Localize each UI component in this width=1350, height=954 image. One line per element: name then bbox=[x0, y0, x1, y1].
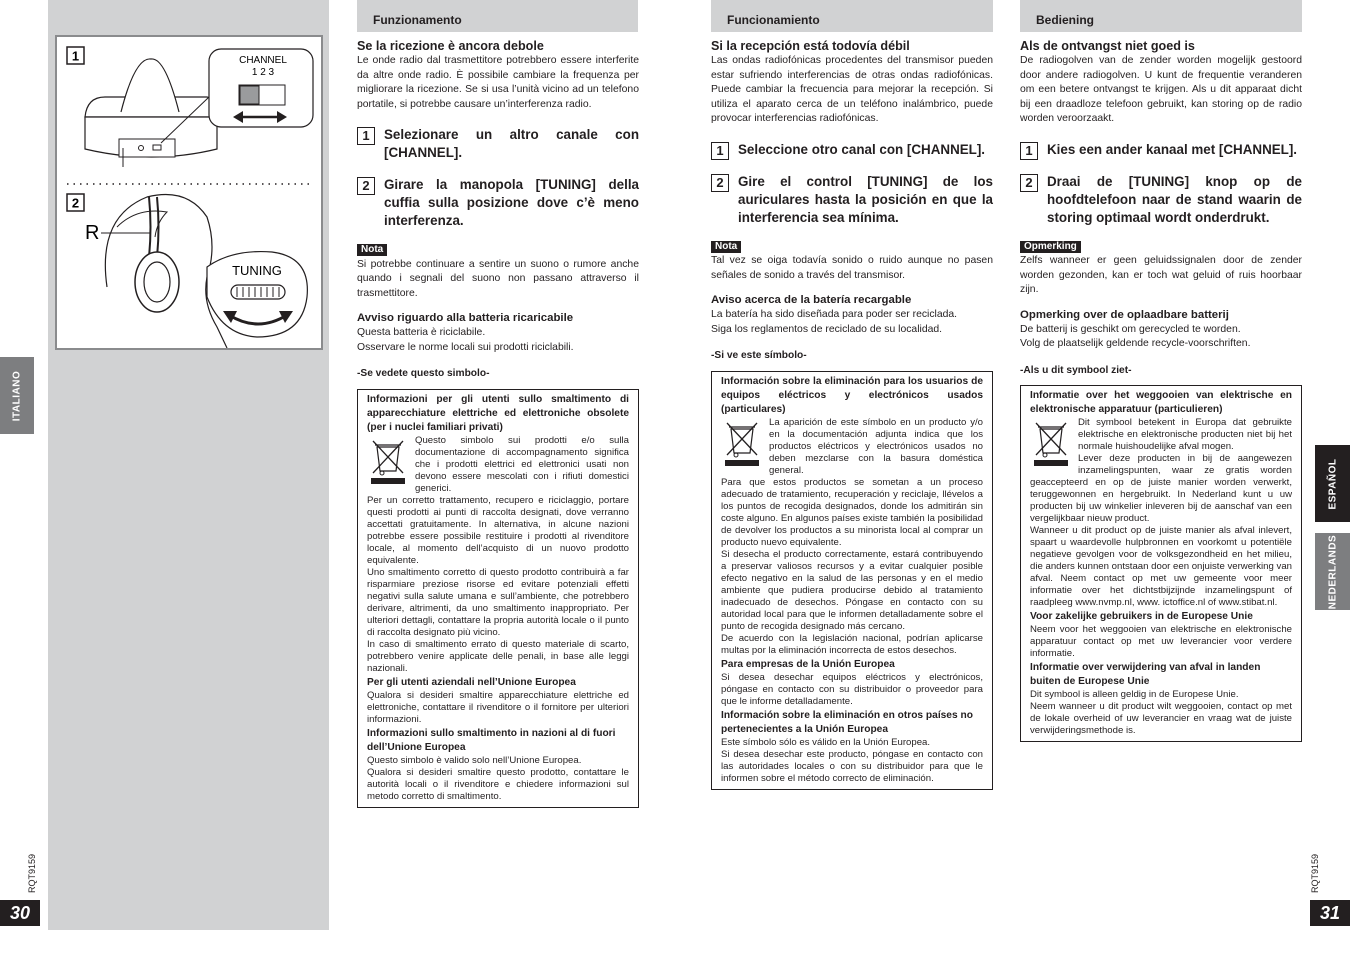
step-number: 2 bbox=[1020, 174, 1038, 192]
box-p6-spanish: Este símbolo sólo es válido en la Unión Europea. bbox=[721, 736, 931, 748]
side-tab-italiano bbox=[0, 357, 34, 434]
r-label: R bbox=[85, 222, 100, 244]
box-sub2-italian: Informazioni sullo smaltimento in nazioni al di fuori dell’Unione Europea bbox=[367, 727, 616, 753]
header-dutch: Bediening bbox=[1020, 0, 1302, 32]
doc-code-right: RQT9159 bbox=[1310, 853, 1320, 893]
transmitter-stand bbox=[121, 59, 179, 112]
intro-italian: Le onde radio dal trasmettitore potrebbero essere interferite da altre onde radio. È possibile cambiare la frequenza per migliorare la ricezione. Se si usa l’unità vicino ad un telefono portatile, si potrebbe causare un’interferenza radio. bbox=[357, 55, 639, 110]
note-text-italian: Si potrebbe continuare a sentire un suono o rumore anche quando i segnali del suono non passano attraverso il trasmettitore. bbox=[357, 258, 639, 299]
battery-heading-dutch: Opmerking over de oplaadbare batterij bbox=[1020, 308, 1229, 321]
column-dutch bbox=[1020, 38, 1302, 742]
box-p4-spanish: De acuerdo con la legislación nacional, podrían aplicarse multas por la eliminación incorrecta de estos desechos. bbox=[721, 632, 983, 656]
doc-code-left: RQT9159 bbox=[27, 853, 37, 893]
step2-italian-text: Girare la manopola [TUNING] della cuffia sulla posizione dove c’è meno interferenza. bbox=[384, 177, 639, 228]
step2-spanish bbox=[711, 173, 993, 227]
side-tab-espanol-label: ESPAÑOL bbox=[1327, 457, 1338, 510]
step1-spanish bbox=[711, 141, 993, 159]
battery-heading-spanish: Aviso acerca de la batería recargable bbox=[711, 294, 912, 306]
side-tab-nederlands bbox=[1315, 533, 1350, 610]
note-text-spanish: Tal vez se oiga todavía sonido o ruido aunque no pasen señales de sonido a través del transmisor. bbox=[711, 255, 993, 281]
channel-slider-knob bbox=[240, 86, 259, 104]
page-number-right: 31 bbox=[1310, 900, 1350, 926]
heading-italian: Se la ricezione è ancora debole bbox=[357, 39, 544, 53]
box-p3-spanish: Si desecha el producto correctamente, estará contribuyendo a preservar valiosos recursos y a evitar cualquier posible efecto negativo en la salud de las personas y en el medio ambiente que pudiera producirse debido al tratamiento inadecuado de desechos. Póngase en contacto con su autoridad local para que le informen detalladamente sobre el punto de recogida designado más cercano. bbox=[721, 548, 983, 632]
symbol-title-dutch: -Als u dit symbool ziet- bbox=[1020, 364, 1132, 376]
step2-spanish-text: Gire el control [TUNING] de los auriculares hasta la posición en que la interferencia sea mínima. bbox=[738, 173, 993, 225]
note-label-dutch: Opmerking bbox=[1020, 241, 1081, 253]
note-text-dutch: Zelfs wanneer er geen geluidssignalen door de zender worden gezonden, kan er toch wat geluid of ruis hoorbaar zijn. bbox=[1020, 255, 1302, 295]
note-label-spanish: Nota bbox=[711, 241, 741, 253]
box-p5-dutch: Neem voor het weggooien van elektrische en elektronische apparatuur contact op met uw leverancier voor verdere informatie. bbox=[1030, 624, 1292, 659]
step2-italian bbox=[357, 176, 639, 230]
box-sub2-dutch: Informatie over verwijdering van afval in landen buiten de Europese Unie bbox=[1030, 662, 1261, 687]
battery-text1-italian: Questa batteria è riciclabile. bbox=[357, 327, 486, 338]
box-title-spanish: Información sobre la eliminación para los usuarios de equipos eléctricos y electrónicos usados (particulares) bbox=[721, 375, 983, 415]
intro-dutch: De radiogolven van de zender worden mogelijk gestoord door andere radiogolven. U kunt de frequentie veranderen om een betere ontvangst te krijgen. Als u dit apparaat dicht bij een draadloze telefoon gebruikt, kan storing op de radio worden veroorzaakt. bbox=[1020, 55, 1302, 124]
crossed-out-wheelie-bin-icon bbox=[1030, 419, 1072, 467]
earcup bbox=[135, 252, 179, 312]
step-number: 2 bbox=[711, 174, 729, 192]
battery-text2-dutch: Volg de plaatselijk geldende recycle-voorschriften. bbox=[1020, 338, 1251, 349]
box-p7-italian: Qualora si desideri smaltire questo prodotto, contattare le autorità locali o il rivenditore e chiedere informazioni sul metodo corretto di smaltimento. bbox=[367, 766, 629, 802]
box-p4-italian: In caso di smaltimento errato di questo materiale di scarto, potrebbero venire applicate delle penali, in base alle leggi nazionali. bbox=[367, 638, 629, 674]
box-title-italian: Informazioni per gli utenti sullo smaltimento di apparecchiature elettriche ed elettroniche obsolete (per i nuclei familiari privati) bbox=[367, 393, 629, 433]
note-label-italian: Nota bbox=[357, 244, 387, 256]
crossed-out-wheelie-bin-icon bbox=[721, 419, 763, 467]
step2-dutch-text: Draai de [TUNING] knop op de hoofdtelefoon naar de stand waarin de storing optimaal wordt onderdrukt. bbox=[1047, 173, 1302, 225]
battery-text1-spanish: La batería ha sido diseñada para poder ser reciclada. bbox=[711, 309, 958, 320]
step-number: 1 bbox=[711, 142, 729, 160]
box-p1-spanish: La aparición de este símbolo en un producto y/o en la documentación adjunta indica que los productos eléctricos y electrónicos usados no deben mezclarse con la basura doméstica general. bbox=[769, 416, 983, 476]
box-p1-dutch: Dit symbool betekent in Europa dat gebruikte elektrische en elektronische producten niet bij het normale huishoudelijke afval mogen. bbox=[1078, 417, 1292, 452]
battery-text2-italian: Osservare le norme locali sui prodotti riciclabili. bbox=[357, 341, 574, 353]
step-number: 1 bbox=[357, 127, 375, 145]
box-p2-dutch: Lever deze producten in bij de aangewezen inzamelingspunten, waar ze gratis worden geaccepteerd en op de juiste manier worden verwerkt, teruggewonnen en hergebruikt. In Nederland kunt u uw producten bij uw winkelier inleveren bij de aanschaf van een vergelijkbaar nieuw product. bbox=[1030, 453, 1292, 524]
box-p7-dutch: Neem wanneer u dit product wilt weggooien, contact op met de lokale overheid of uw leverancier en vraag wat de juiste verwijderingsmethode is. bbox=[1030, 701, 1292, 736]
transmitter-headphones-figure bbox=[57, 37, 321, 348]
step2-dutch bbox=[1020, 173, 1302, 227]
battery-text1-dutch: De batterij is geschikt om gerecycled te worden. bbox=[1020, 323, 1241, 335]
box-p2-spanish: Para que estos productos se sometan a un proceso adecuado de tratamiento, recuperación y reciclaje, llévelos a los puntos de recogida designados, donde los admitirán sin coste alguno. En algunos países existe también la posibilidad de devolver los productos a su minorista local al comprar un producto nuevo equivalente. bbox=[721, 476, 983, 548]
disposal-box-spanish bbox=[711, 371, 993, 790]
header-spanish: Funcionamiento bbox=[711, 0, 993, 32]
disposal-box-dutch bbox=[1020, 385, 1302, 742]
tuning-wheel bbox=[231, 285, 285, 299]
transmitter-panel bbox=[119, 139, 175, 157]
illustration-panel bbox=[55, 35, 323, 350]
box-title-dutch: Informatie over het weggooien van elektrische en elektronische apparatuur (particulieren) bbox=[1030, 390, 1292, 415]
symbol-title-italian: -Se vedete questo simbolo- bbox=[357, 368, 490, 379]
box-sub2-spanish: Información sobre la eliminación en otros países no pertenecientes a la Unión Europea bbox=[721, 709, 973, 735]
column-spanish bbox=[711, 38, 993, 790]
column-italian bbox=[357, 38, 639, 808]
box-sub1-spanish: Para empresas de la Unión Europea bbox=[721, 658, 895, 670]
battery-heading-italian: Avviso riguardo alla batteria ricaricabile bbox=[357, 312, 574, 324]
step1-spanish-text: Seleccione otro canal con [CHANNEL]. bbox=[738, 141, 986, 157]
box-p6-italian: Questo simbolo è valido solo nell’Unione Europea. bbox=[367, 754, 582, 766]
tuning-label: TUNING bbox=[232, 263, 282, 278]
step1-dutch bbox=[1020, 141, 1302, 159]
side-tab-espanol bbox=[1315, 445, 1350, 522]
symbol-title-spanish: -Si ve este símbolo- bbox=[711, 350, 807, 361]
heading-spanish: Si la recepción está todovía débil bbox=[711, 39, 910, 53]
step-number: 2 bbox=[357, 177, 375, 195]
box-p6-dutch: Dit symbool is alleen geldig in de Europese Unie. bbox=[1030, 689, 1239, 700]
box-p1-italian: Questo simbolo sui prodotti e/o sulla documentazione di accompagnamento significa che i prodotti elettrici ed elettronici usati non devono essere mescolati con i rifiuti domestici generici. bbox=[415, 434, 629, 494]
box-p5-italian: Qualora si desideri smaltire apparecchiature elettriche ed elettroniche, contattare il rivenditore o il fornitore per ulteriori informazioni. bbox=[367, 689, 629, 725]
step1-italian-text: Selezionare un altro canale con [CHANNEL]. bbox=[384, 127, 639, 160]
heading-dutch: Als de ontvangst niet goed is bbox=[1020, 39, 1195, 53]
figure-step2-number: 2 bbox=[71, 195, 80, 211]
box-sub1-italian: Per gli utenti aziendali nell’Unione Europea bbox=[367, 676, 576, 688]
page-number-left: 30 bbox=[0, 900, 40, 926]
channel-label: CHANNEL bbox=[239, 55, 287, 66]
disposal-box-italian bbox=[357, 389, 639, 808]
box-p3-dutch: Wanneer u dit product op de juiste manier als afval inlevert, spaart u waardevolle hulpbronnen en voorkomt u potentiële negatieve gevolgen voor de volksgezondheid en het milieu, die anders kunnen ontstaan door een onjuiste verwerking van afval. Neem contact op met uw gemeente voor meer informatie over het dichtstbijzijnde inzamelingspunt of raadpleeg www.nvmp.nl, www. ictoffice.nl of www.stibat.nl. bbox=[1030, 525, 1292, 608]
box-sub1-dutch: Voor zakelijke gebruikers in de Europese Unie bbox=[1030, 611, 1253, 622]
crossed-out-wheelie-bin-icon bbox=[367, 437, 409, 485]
battery-text2-spanish: Siga los reglamentos de reciclado de su localidad. bbox=[711, 323, 943, 335]
box-p2-italian: Per un corretto trattamento, recupero e riciclaggio, portare questi prodotti ai punti di raccolta designati, dove verranno accettati gratuitamente. In alternativa, in alcune nazioni potrebbe essere possibile restituire i prodotti al rivenditore locale, al momento dell’acquisto di un nuovo prodotto equivalente. bbox=[367, 494, 629, 566]
box-p3-italian: Uno smaltimento corretto di questo prodotto contribuirà a far risparmiare preziose risorse ed evitare potenziali effetti negativi sulla salute umana e sull’ambiente, che potrebbero derivare, altrimenti, da uno smaltimento inappropriato. Per ulteriori dettagli, contattare la propria autorità locale o il punto di raccolta designato più vicino. bbox=[367, 566, 629, 638]
step1-italian bbox=[357, 126, 639, 162]
intro-spanish: Las ondas radiofónicas procedentes del transmisor pueden estar sufriendo interferencias de otras ondas radiofónicas. Puede cambiar la frecuencia para mejorar la recepción. Si utiliza el aparato cerca de un teléfono inalámbrico, puede provocar interferencias radiofónicas. bbox=[711, 55, 993, 124]
box-p5-spanish: Si desea desechar equipos eléctricos y electrónicos, póngase en contacto con su distribuidor o proveedor para que le informe detalladamente. bbox=[721, 671, 983, 707]
box-p7-spanish: Si desea desechar este producto, póngase en contacto con las autoridades locales o con su distribuidor para que le informen sobre el método correcto de eliminación. bbox=[721, 748, 983, 784]
header-italian: Funzionamento bbox=[357, 0, 638, 32]
step-number: 1 bbox=[1020, 142, 1038, 160]
step1-dutch-text: Kies een ander kanaal met [CHANNEL]. bbox=[1047, 141, 1298, 157]
channel-numbers: 1 2 3 bbox=[251, 67, 275, 78]
side-tab-nederlands-label: NEDERLANDS bbox=[1327, 534, 1338, 609]
figure-step1-number: 1 bbox=[71, 48, 80, 64]
side-tab-italiano-label: ITALIANO bbox=[11, 370, 23, 421]
